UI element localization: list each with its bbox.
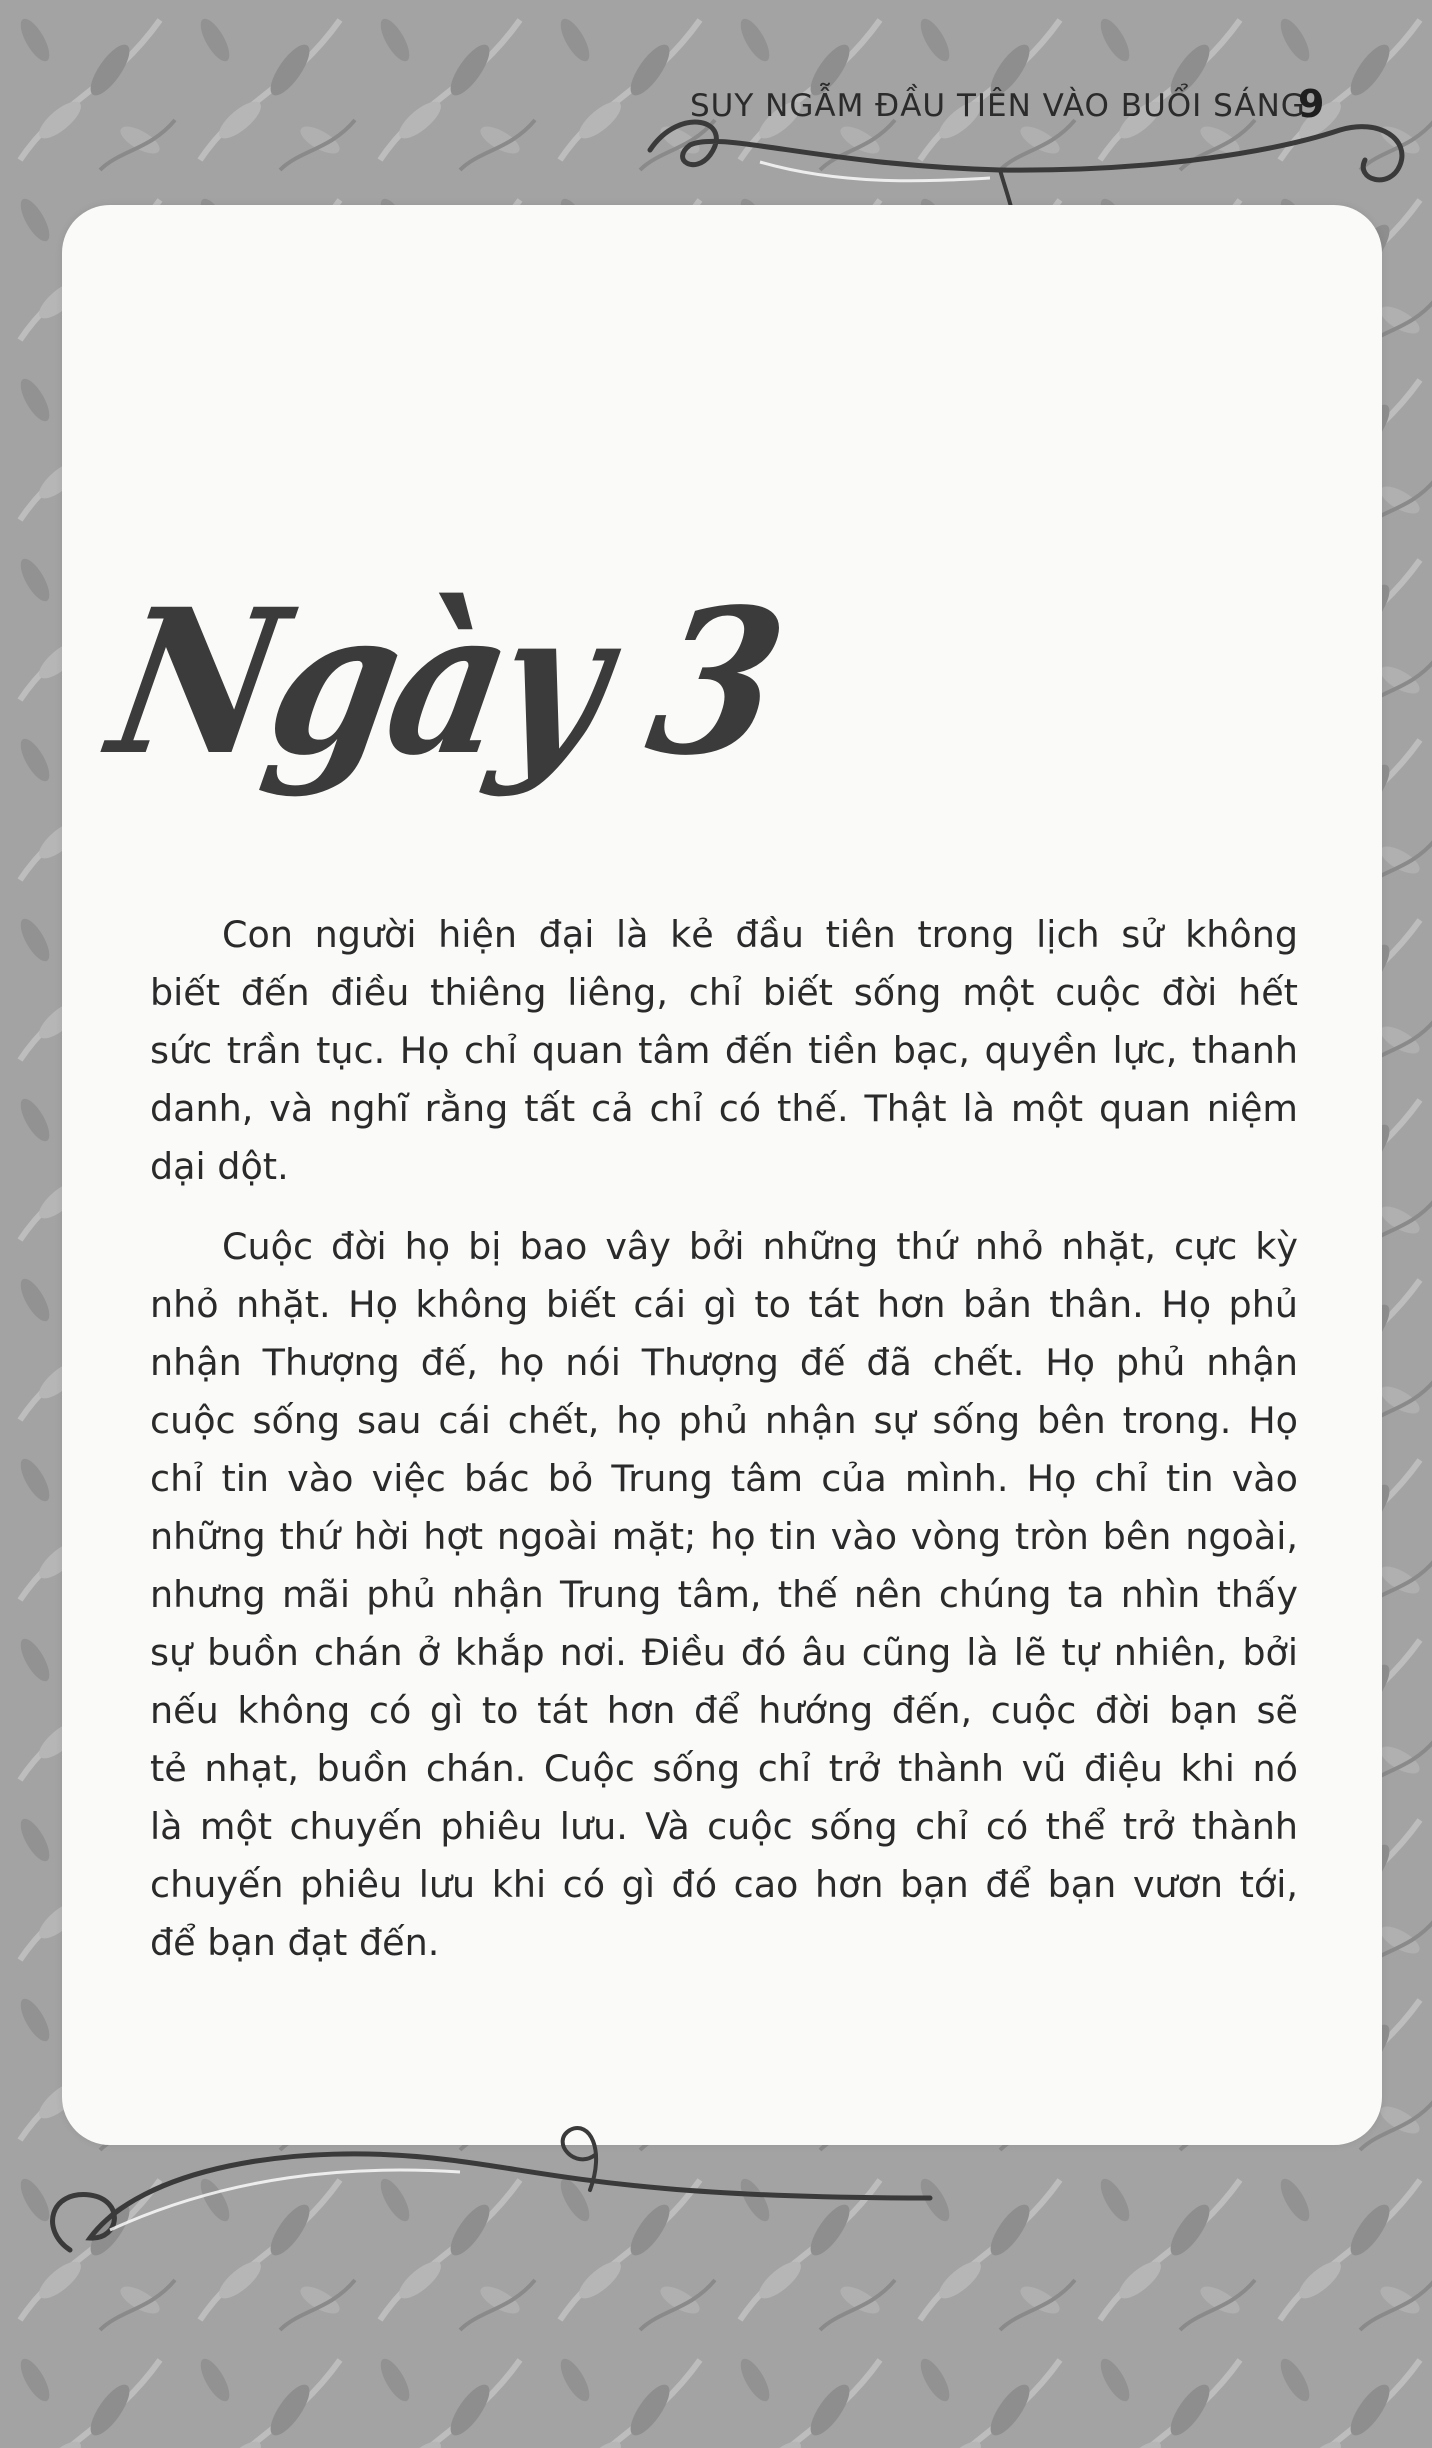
text-line: nhưng mãi phủ nhận Trung tâm, thế nên chúng ta nhìn thấy [150,1573,1298,1616]
text-line: sức trần tục. Họ chỉ quan tâm đến tiền bạc, quyền lực, thanh [150,1029,1298,1072]
text-line: cuộc sống sau cái chết, họ phủ nhận sự sống bên trong. Họ [150,1399,1298,1442]
text-line: nếu không có gì to tát hơn để hướng đến, cuộc đời bạn sẽ [150,1689,1298,1732]
page-number: 9 [1298,82,1325,126]
paragraph-1 [150,906,1298,1196]
text-line: dại dột. [150,1145,289,1188]
bottom-ornament-flourish [30,2080,950,2280]
text-line: nhận Thượng đế, họ nói Thượng đế đã chết. Họ phủ nhận [150,1341,1298,1384]
text-line: chuyến phiêu lưu khi có gì đó cao hơn bạn để bạn vươn tới, [150,1863,1298,1906]
paragraph-2 [150,1218,1298,1972]
chapter-title: Ngày 3 [96,565,794,800]
text-line: Con người hiện đại là kẻ đầu tiên trong lịch sử không [222,913,1298,956]
body-text [150,906,1298,1972]
text-line: biết đến điều thiêng liêng, chỉ biết sống một cuộc đời hết [150,971,1298,1014]
text-line: tẻ nhạt, buồn chán. Cuộc sống chỉ trở thành vũ điệu khi nó [150,1747,1298,1790]
text-line: những thứ hời hợt ngoài mặt; họ tin vào vòng tròn bên ngoài, [150,1515,1298,1558]
text-line: chỉ tin vào việc bác bỏ Trung tâm của mình. Họ chỉ tin vào [150,1457,1298,1500]
text-line: để bạn đạt đến. [150,1921,440,1964]
text-line: là một chuyến phiêu lưu. Và cuộc sống chỉ có thể trở thành [150,1805,1298,1848]
text-line: Cuộc đời họ bị bao vây bởi những thứ nhỏ nhặt, cực kỳ [222,1225,1298,1268]
text-line: danh, và nghĩ rằng tất cả chỉ có thế. Thật là một quan niệm [150,1087,1298,1130]
running-header-title: SUY NGẪM ĐẦU TIÊN VÀO BUỔI SÁNG [690,88,1306,124]
text-line: nhỏ nhặt. Họ không biết cái gì to tát hơn bản thân. Họ phủ [150,1283,1298,1326]
text-line: sự buồn chán ở khắp nơi. Điều đó âu cũng là lẽ tự nhiên, bởi [150,1631,1298,1674]
